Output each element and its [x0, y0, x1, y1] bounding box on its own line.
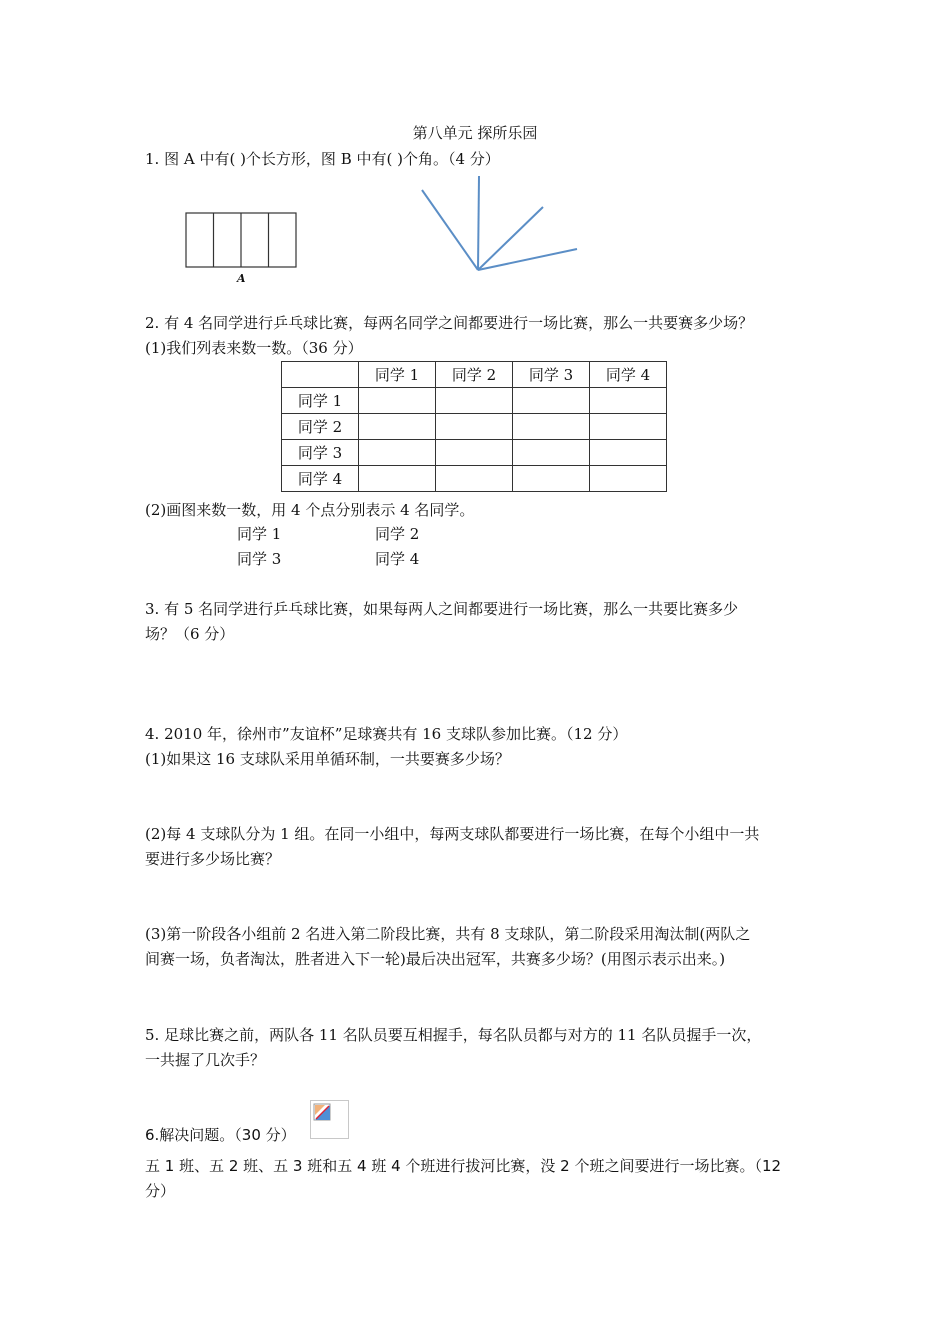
- table-cell: [590, 388, 667, 414]
- broken-image-icon: [310, 1100, 349, 1139]
- point-label: 同学 2: [375, 525, 420, 543]
- question-2-part-2: (2)画图来数一数，用 4 个点分别表示 4 名同学。: [145, 501, 475, 519]
- table-cell: [590, 414, 667, 440]
- table-cell: [590, 466, 667, 492]
- table-header-row: [282, 362, 667, 388]
- question-4-part-3-line-1: (3)第一阶段各小组前 2 名进入第二阶段比赛，共有 8 支球队，第二阶段采用淘汰制(两队之: [145, 925, 751, 943]
- table-row: [282, 440, 667, 466]
- table-cell: [359, 414, 436, 440]
- table-cell: [359, 388, 436, 414]
- table-row: [282, 466, 667, 492]
- table-cell: [359, 466, 436, 492]
- match-table: [281, 361, 667, 492]
- table-header-cell: 同学 3: [513, 362, 590, 388]
- point-label: 同学 3: [237, 550, 282, 568]
- table-cell: [436, 388, 513, 414]
- point-label: 同学 1: [237, 525, 282, 543]
- page-title: 第八单元 探所乐园: [412, 124, 538, 142]
- table-cell: [359, 440, 436, 466]
- question-6-heading: 6.解决问题。（30 分）: [145, 1126, 296, 1144]
- question-2-part-1: (1)我们列表来数一数。（36 分）: [145, 339, 363, 357]
- table-cell: [513, 440, 590, 466]
- table-cell: [436, 466, 513, 492]
- point-label: 同学 4: [375, 550, 420, 568]
- question-5-line-2: 一共握了几次手？: [145, 1051, 266, 1069]
- table-row-header: 同学 1: [282, 388, 359, 414]
- question-4-part-1: (1)如果这 16 支球队采用单循环制，一共要赛多少场？: [145, 750, 510, 768]
- table-header-cell: 同学 2: [436, 362, 513, 388]
- figure-b-angles: [415, 170, 585, 280]
- table-row: [282, 414, 667, 440]
- table-row: [282, 388, 667, 414]
- table-row-header: 同学 4: [282, 466, 359, 492]
- table-header-cell: 同学 1: [359, 362, 436, 388]
- table-cell: [513, 466, 590, 492]
- table-row-header: 同学 3: [282, 440, 359, 466]
- question-4-part-2-line-1: (2)每 4 支球队分为 1 组。在同一小组中，每两支球队都要进行一场比赛，在每个小组中一共: [145, 825, 760, 843]
- question-2: 2. 有 4 名同学进行乒乓球比赛，每两名同学之间都要进行一场比赛，那么一共要赛多少场？: [145, 314, 754, 332]
- question-1: 1. 图 A 中有( )个长方形，图 B 中有( )个角。（4 分）: [145, 150, 500, 168]
- question-5-line-1: 5. 足球比赛之前，两队各 11 名队员要互相握手，每名队员都与对方的 11 名队员握手一次，: [145, 1026, 762, 1044]
- question-6-line-1: 五 1 班、五 2 班、五 3 班和五 4 班 4 个班进行拔河比赛，没 2 个班之间要进行一场比赛。（12: [145, 1157, 782, 1175]
- table-cell: [436, 440, 513, 466]
- table-cell: [590, 440, 667, 466]
- question-4-part-2-line-2: 要进行多少场比赛？: [145, 850, 281, 868]
- question-3-line-1: 3. 有 5 名同学进行乒乓球比赛，如果每两人之间都要进行一场比赛，那么一共要比赛多少: [145, 600, 739, 618]
- question-4-part-3-line-2: 间赛一场，负者淘汰，胜者进入下一轮)最后决出冠军，共赛多少场？(用图示表示出来。): [145, 950, 726, 968]
- figure-a-label: A: [237, 272, 246, 285]
- table-cell: [513, 414, 590, 440]
- question-3-line-2: 场？（6 分）: [145, 625, 235, 643]
- table-header-cell: 同学 4: [590, 362, 667, 388]
- table-cell: [436, 414, 513, 440]
- question-4: 4. 2010 年，徐州市”友谊杯”足球赛共有 16 支球队参加比赛。（12 分）: [145, 725, 628, 743]
- table-corner-cell: [282, 362, 359, 388]
- table-cell: [513, 388, 590, 414]
- table-row-header: 同学 2: [282, 414, 359, 440]
- question-6-line-2: 分）: [145, 1182, 176, 1200]
